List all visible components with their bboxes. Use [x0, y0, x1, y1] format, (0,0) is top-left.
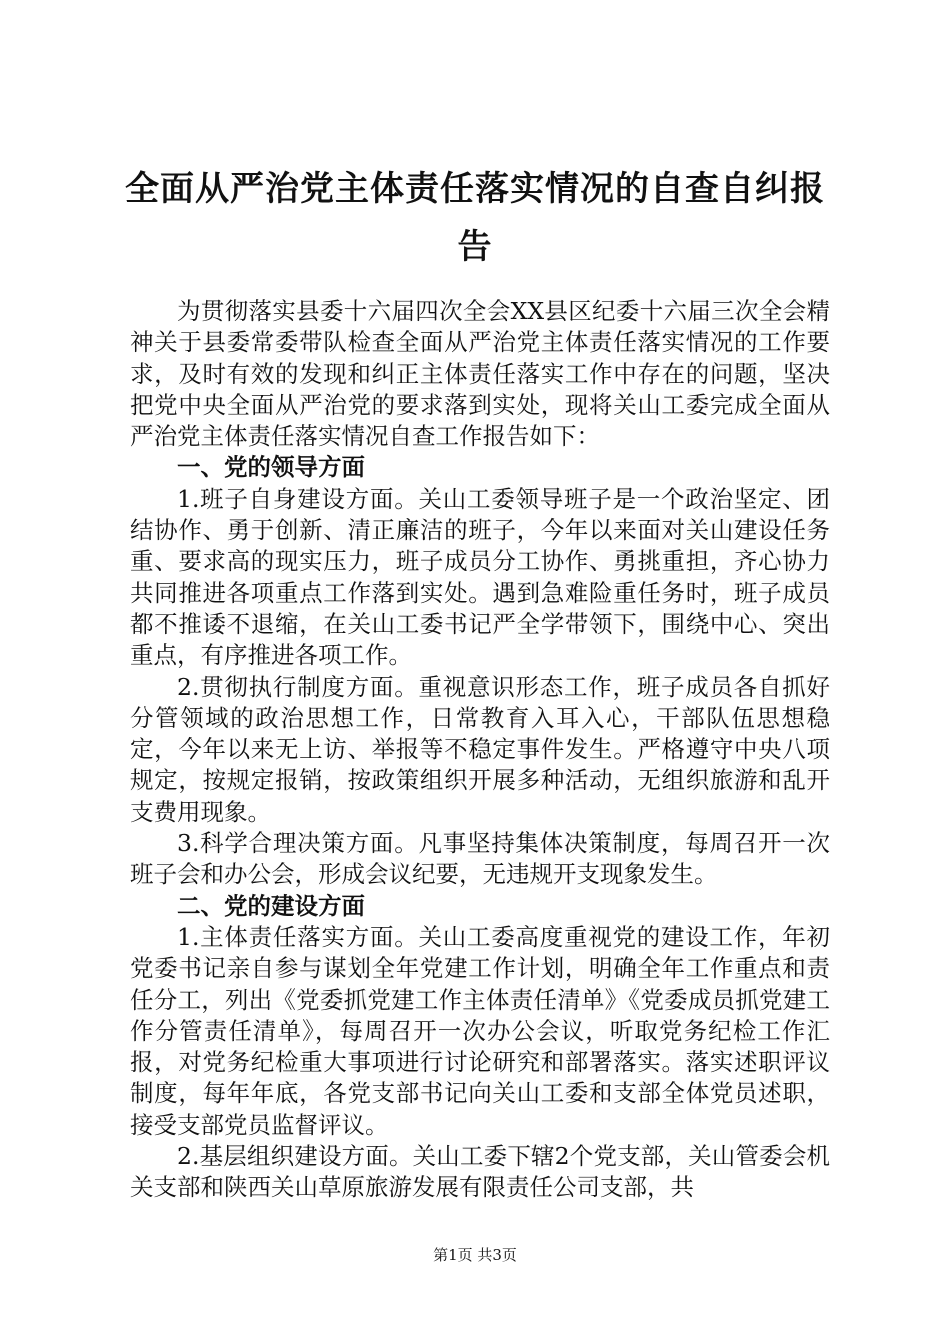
paragraph-decision-making: 3.科学合理决策方面。凡事坚持集体决策制度，每周召开一次班子会和办公会，形成会议纪要，无违规开支现象发生。	[130, 829, 830, 889]
paragraph-system-implementation: 2.贯彻执行制度方面。重视意识形态工作，班子成员各自抓好分管领域的政治思想工作，日常教育入耳入心，干部队伍思想稳定，今年以来无上访、举报等不稳定事件发生。严格遵守中央八项规定，按规定报销，按政策组织开展多种活动，无组织旅游和乱开支费用现象。	[130, 672, 830, 826]
page-footer: 第1页 共3页	[433, 1246, 517, 1264]
paragraph-team-building: 1.班子自身建设方面。关山工委领导班子是一个政治坚定、团结协作、勇于创新、清正廉洁的班子，今年以来面对关山建设任务重、要求高的现实压力，班子成员分工协作、勇挑重担，齐心协力共同推进各项重点工作落到实处。遇到急难险重任务时，班子成员都不推诿不退缩，在关山工委书记严全学带领下，围绕中心、突出重点，有序推进各项工作。	[130, 484, 830, 670]
section-heading-leadership: 一、党的领导方面	[177, 453, 365, 482]
intro-paragraph: 为贯彻落实县委十六届四次全会XX县区纪委十六届三次全会精神关于县委常委带队检查全面从严治党主体责任落实情况的工作要求，及时有效的发现和纠正主体责任落实工作中存在的问题，坚决把党中央全面从严治党的要求落到实处，现将关山工委完成全面从严治党主体责任落实情况自查工作报告如下：	[130, 297, 830, 451]
section-heading-party-building: 二、党的建设方面	[177, 891, 365, 920]
document-body	[130, 296, 830, 1204]
paragraph-main-responsibility: 1.主体责任落实方面。关山工委高度重视党的建设工作，年初党委书记亲自参与谋划全年党建工作计划，明确全年工作重点和责任分工，列出《党委抓党建工作主体责任清单》《党委成员抓党建工作分管责任清单》，每周召开一次办公会议，听取党务纪检工作汇报，对党务纪检重大事项进行讨论研究和部署落实。落实述职评议制度，每年年底，各党支部书记向关山工委和支部全体党员述职，接受支部党员监督评议。	[130, 922, 830, 1139]
document-title: 全面从严治党主体责任落实情况的自查自纠报告	[125, 169, 825, 267]
paragraph-grassroots-organization: 2.基层组织建设方面。关山工委下辖2个党支部，关山管委会机关支部和陕西关山草原旅游发展有限责任公司支部，共	[130, 1142, 830, 1202]
